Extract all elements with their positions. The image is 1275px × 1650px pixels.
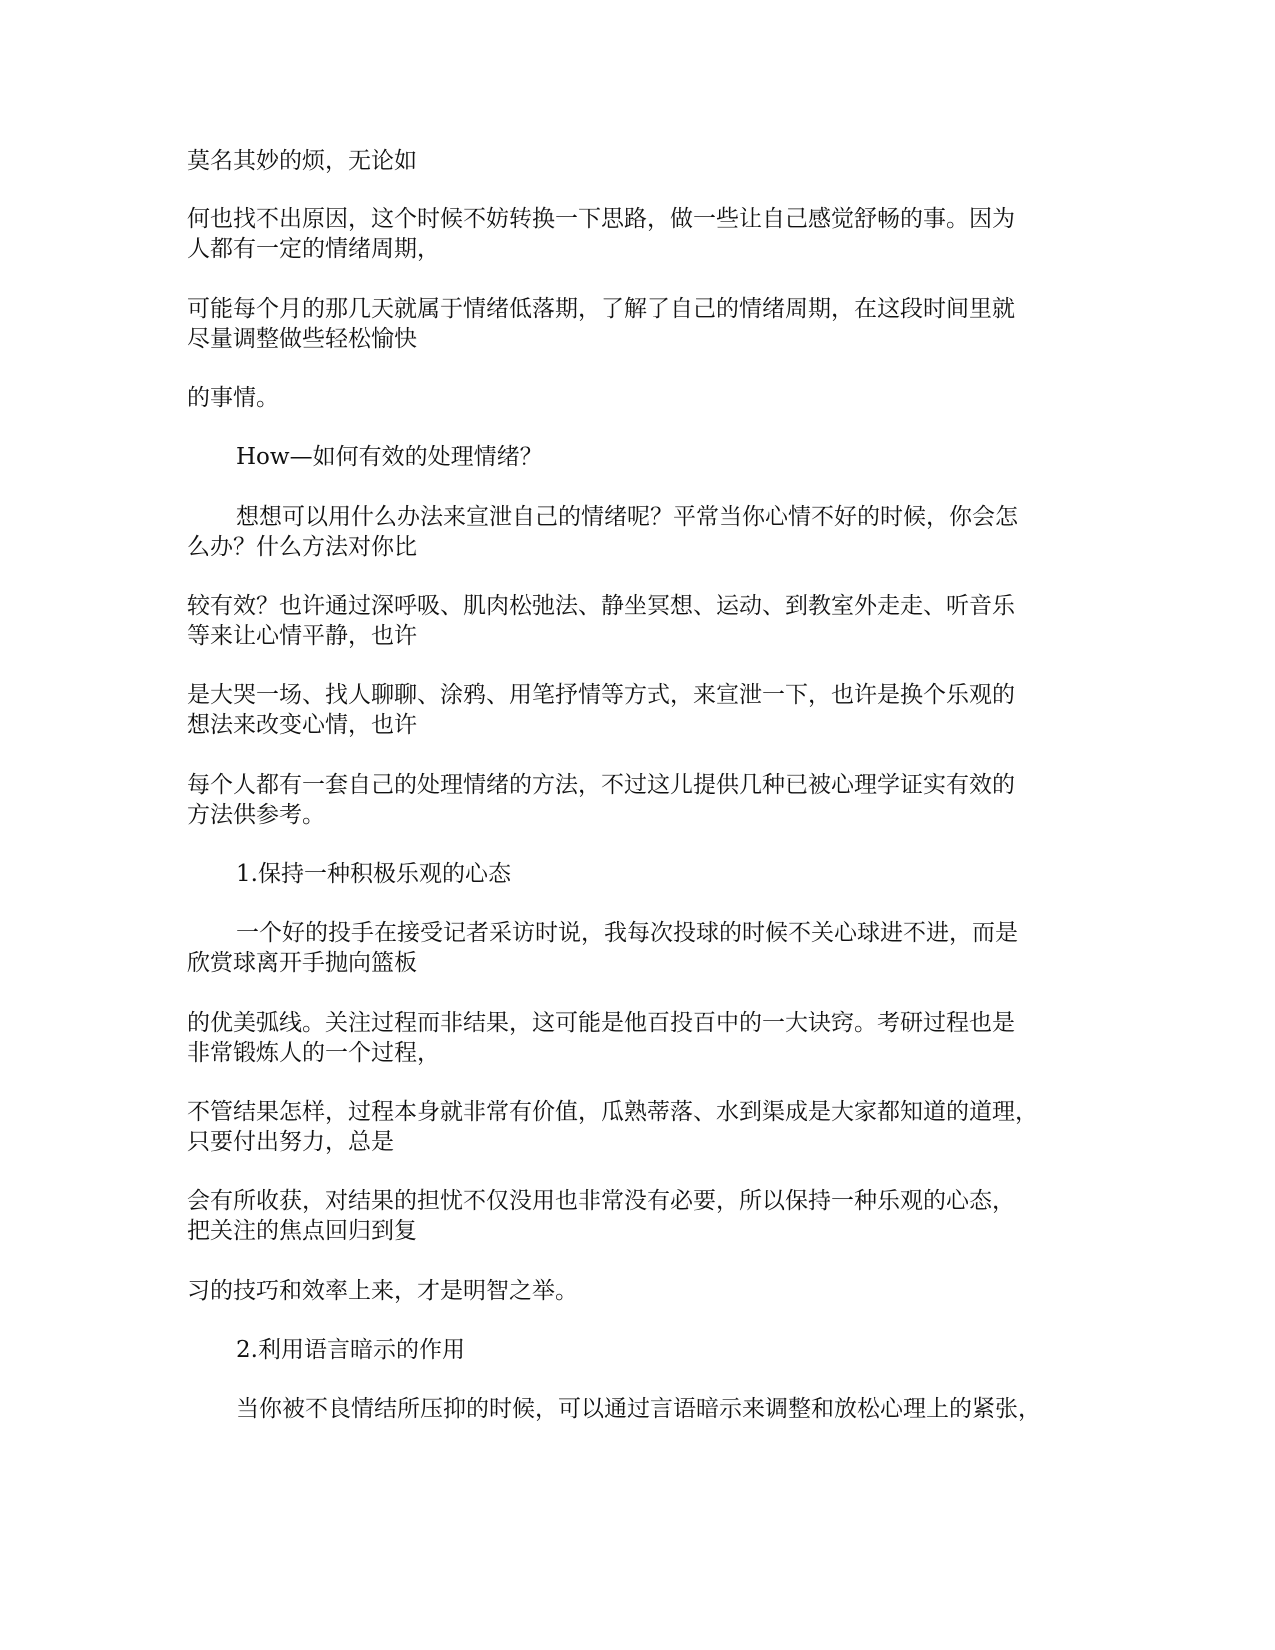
text-line: 的事情。: [187, 385, 279, 411]
text-line: 尽量调整做些轻松愉快: [187, 326, 417, 352]
text-line: 想法来改变心情，也许: [187, 712, 417, 738]
text-line: 么办？什么方法对你比: [187, 534, 417, 560]
text-line: 的优美弧线。关注过程而非结果，这可能是他百投百中的一大诀窍。考研过程也是: [187, 1010, 1015, 1036]
text-line: 人都有一定的情绪周期，: [187, 236, 440, 262]
text-line: 等来让心情平静，也许: [187, 623, 417, 649]
subsection-heading: 2.利用语言暗示的作用: [236, 1337, 465, 1363]
text-line: 方法供参考。: [187, 802, 325, 828]
text-line: 习的技巧和效率上来，才是明智之举。: [187, 1278, 578, 1304]
text-line: 每个人都有一套自己的处理情绪的方法，不过这儿提供几种已被心理学证实有效的: [187, 772, 1015, 798]
section-heading: How—如何有效的处理情绪？: [236, 444, 543, 470]
text-line: 把关注的焦点回归到复: [187, 1218, 417, 1244]
subsection-heading: 1.保持一种积极乐观的心态: [236, 861, 511, 887]
text-line: 莫名其妙的烦，无论如: [187, 148, 417, 174]
text-line: 较有效？也许通过深呼吸、肌肉松弛法、静坐冥想、运动、到教室外走走、听音乐: [187, 593, 1015, 619]
text-line: 是大哭一场、找人聊聊、涂鸦、用笔抒情等方式，来宣泄一下，也许是换个乐观的: [187, 682, 1015, 708]
text-line: 只要付出努力，总是: [187, 1129, 394, 1155]
text-line: 不管结果怎样，过程本身就非常有价值，瓜熟蒂落、水到渠成是大家都知道的道理，: [187, 1099, 1038, 1125]
text-line: 会有所收获，对结果的担忧不仅没用也非常没有必要，所以保持一种乐观的心态，: [187, 1188, 1015, 1214]
text-line: 当你被不良情结所压抑的时候，可以通过言语暗示来调整和放松心理上的紧张，: [236, 1396, 1041, 1422]
text-line: 欣赏球离开手抛向篮板: [187, 950, 417, 976]
text-line: 可能每个月的那几天就属于情绪低落期，了解了自己的情绪周期，在这段时间里就: [187, 296, 1015, 322]
text-line: 非常锻炼人的一个过程，: [187, 1040, 440, 1066]
text-line: 一个好的投手在接受记者采访时说，我每次投球的时候不关心球进不进，而是: [236, 920, 1018, 946]
text-line: 想想可以用什么办法来宣泄自己的情绪呢？平常当你心情不好的时候，你会怎: [236, 504, 1018, 530]
text-line: 何也找不出原因，这个时候不妨转换一下思路，做一些让自己感觉舒畅的事。因为: [187, 206, 1015, 232]
